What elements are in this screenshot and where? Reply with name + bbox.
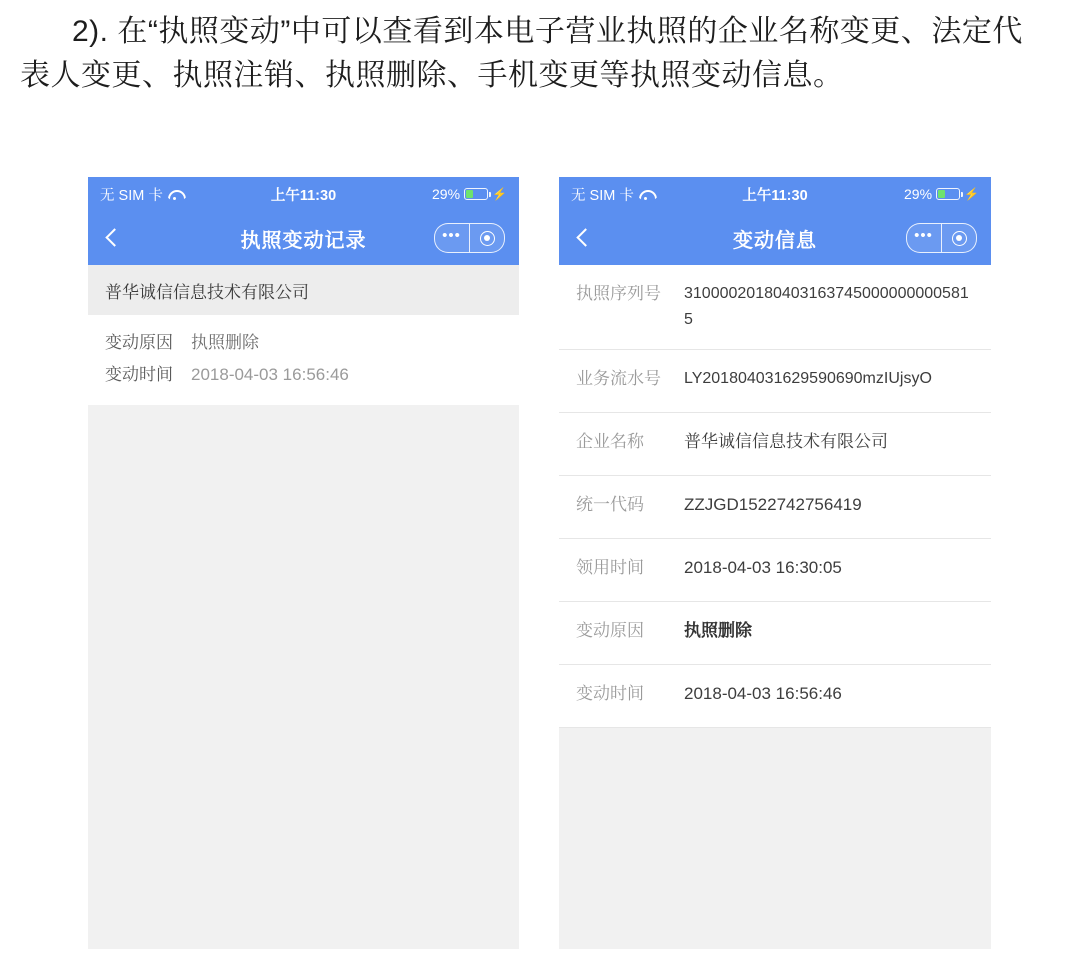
right-nav-actions: [906, 223, 978, 253]
right-status-bar: [559, 177, 991, 211]
info-value: LY201804031629590690mzIUjsyO: [684, 370, 932, 387]
left-status-left: [100, 184, 182, 205]
info-value: 310000201804031637450000000005815: [684, 285, 969, 328]
company-name-header: 普华诚信信息技术有限公司: [88, 265, 519, 315]
right-nav-bar: [559, 211, 991, 265]
list-item: [559, 602, 991, 665]
record-row: [88, 327, 519, 359]
list-item: [559, 350, 991, 413]
info-label: 统一代码: [576, 495, 644, 514]
change-record-card[interactable]: [88, 315, 519, 405]
left-phone-screenshot: [88, 177, 519, 949]
lightning-bolt-icon: ⚡: [964, 187, 979, 201]
info-value: 2018-04-03 16:56:46: [684, 684, 842, 703]
left-status-right: [432, 186, 507, 202]
target-circle-icon[interactable]: [942, 224, 976, 252]
record-value-time: 2018-04-03 16:56:46: [191, 365, 349, 384]
wifi-icon: [639, 189, 653, 200]
change-info-list: [559, 265, 991, 728]
info-value: ZZJGD1522742756419: [684, 495, 862, 514]
left-phone-body: [88, 265, 519, 949]
left-nav-bar: [88, 211, 519, 265]
status-time: 上午11:30: [742, 187, 808, 204]
left-nav-actions: [434, 223, 506, 253]
right-phone-empty-area: [559, 728, 991, 928]
wifi-icon: [168, 189, 182, 200]
record-value-reason: 执照删除: [191, 333, 259, 352]
intro-paragraph: [0, 0, 1080, 98]
lightning-bolt-icon: ⚡: [492, 187, 507, 201]
battery-icon: [936, 188, 960, 200]
info-value: 普华诚信信息技术有限公司: [684, 432, 888, 451]
right-status-right: [904, 186, 979, 202]
left-status-bar: [88, 177, 519, 211]
battery-icon: [464, 188, 488, 200]
record-label-reason: 变动原因: [105, 333, 173, 352]
info-label: 业务流水号: [576, 369, 661, 388]
record-row: [88, 359, 519, 391]
left-nav-title: 执照变动记录: [240, 229, 367, 252]
more-dots-icon[interactable]: •••: [914, 227, 933, 244]
info-label: 变动原因: [576, 621, 644, 640]
carrier-label: 无 SIM 卡: [571, 187, 634, 204]
battery-percent-label: 29%: [904, 186, 933, 202]
info-label: 企业名称: [576, 432, 644, 451]
right-phone-screenshot: [559, 177, 991, 949]
list-item: [559, 665, 991, 728]
info-label: 变动时间: [576, 684, 644, 703]
list-item: [559, 265, 991, 350]
battery-percent-label: 29%: [432, 186, 461, 202]
info-label: 执照序列号: [576, 284, 661, 303]
intro-text: 2). 在“执照变动”中可以查看到本电子营业执照的企业名称变更、法定代表人变更、执照注销、执照删除、手机变更等执照变动信息。: [20, 15, 1023, 92]
info-value: 执照删除: [684, 621, 752, 640]
right-status-left: [571, 184, 653, 205]
status-time: 上午11:30: [270, 187, 337, 204]
target-circle-icon[interactable]: [470, 224, 504, 252]
more-dots-icon[interactable]: •••: [442, 227, 461, 244]
back-chevron-icon[interactable]: [102, 227, 124, 249]
carrier-label: 无 SIM 卡: [100, 187, 163, 204]
back-chevron-icon[interactable]: [573, 227, 595, 249]
list-item: [559, 476, 991, 539]
info-label: 领用时间: [576, 558, 644, 577]
list-item: [559, 413, 991, 476]
right-nav-title: 变动信息: [733, 229, 817, 252]
record-label-time: 变动时间: [105, 365, 173, 384]
phone-screenshots-group: [0, 177, 1080, 967]
list-item: [559, 539, 991, 602]
info-value: 2018-04-03 16:30:05: [684, 558, 842, 577]
